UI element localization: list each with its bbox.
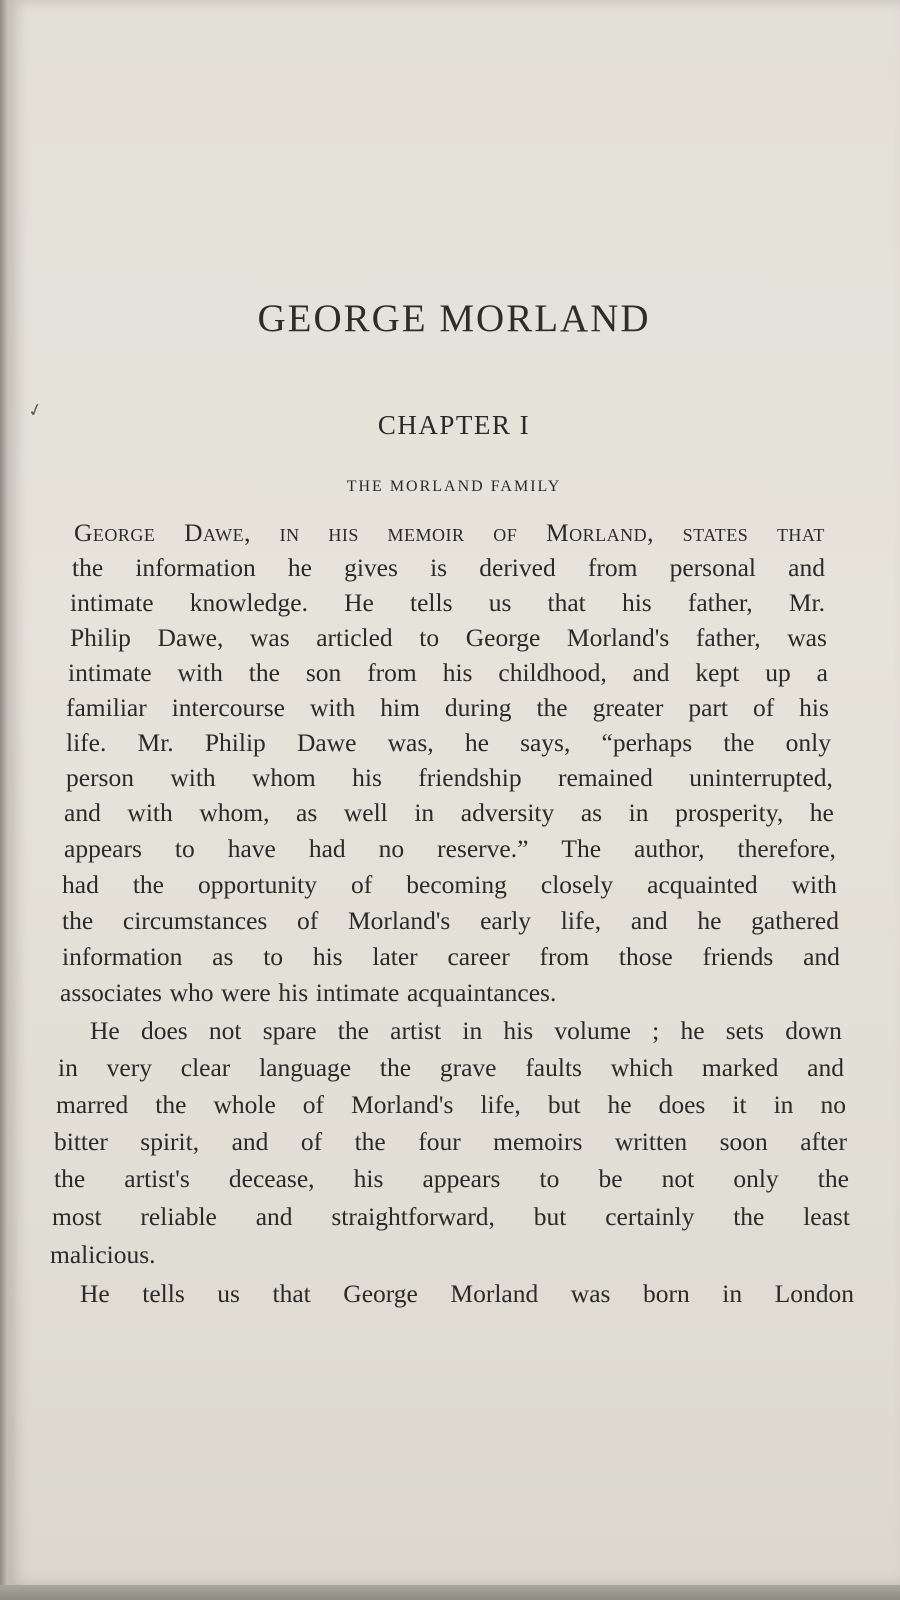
word: malicious.: [50, 1240, 156, 1269]
word: with: [170, 763, 216, 792]
word: be: [598, 1164, 623, 1193]
word: he: [287, 553, 312, 582]
word: the: [248, 658, 280, 687]
word: he: [697, 906, 722, 935]
word: four: [418, 1127, 461, 1156]
word: closely: [540, 870, 614, 899]
word: his: [352, 763, 382, 792]
text-line-10: [64, 834, 836, 864]
book-page: [8, 0, 900, 1585]
word: most: [52, 1202, 102, 1231]
text-line-11: [62, 870, 837, 900]
text-line-9: [64, 798, 834, 828]
word: Dawe,: [184, 518, 251, 547]
word: derived: [479, 553, 556, 582]
text-line-1: [74, 518, 825, 548]
word: person: [66, 763, 134, 792]
word: his: [353, 1164, 384, 1193]
word: in: [722, 1279, 743, 1308]
word: to: [174, 834, 195, 863]
word: that: [547, 588, 586, 617]
word: from: [367, 658, 417, 687]
word: those: [618, 942, 673, 971]
text-line-15: [90, 1016, 842, 1046]
word: tells: [142, 1279, 185, 1308]
word: very: [106, 1053, 152, 1082]
word: a: [816, 658, 828, 687]
text-line-18: [54, 1127, 847, 1157]
word: during: [444, 693, 512, 722]
word: reliable: [140, 1202, 217, 1231]
word: he: [680, 1016, 705, 1045]
word: intimate: [70, 588, 154, 617]
word: Morland's: [348, 906, 451, 935]
word: not: [208, 1016, 242, 1045]
page-left-shadow: [0, 0, 8, 1600]
word: that: [272, 1279, 311, 1308]
text-line-20: [52, 1202, 850, 1232]
word: clear: [180, 1053, 231, 1082]
word: and: [632, 658, 670, 687]
word: London: [774, 1279, 854, 1308]
word: his: [503, 1016, 534, 1045]
word: as: [296, 798, 318, 827]
word: in: [773, 1090, 794, 1119]
word: us: [488, 588, 512, 617]
word: gathered: [751, 906, 839, 935]
word: the: [337, 1016, 369, 1045]
word: son: [305, 658, 342, 687]
word: but: [533, 1202, 567, 1231]
word: of: [493, 518, 518, 547]
text-line-17: [56, 1090, 846, 1120]
word: of: [297, 906, 319, 935]
word: the: [54, 1164, 86, 1193]
word: career: [447, 942, 510, 971]
word: was,: [387, 728, 434, 757]
word: sets: [725, 1016, 764, 1045]
word: with: [309, 693, 356, 722]
word: life,: [560, 906, 602, 935]
word: Morland: [450, 1279, 539, 1308]
word: of: [351, 870, 373, 899]
word: soon: [719, 1127, 768, 1156]
word: is: [430, 553, 448, 582]
word: to: [419, 623, 440, 652]
word: father,: [695, 623, 761, 652]
word: later: [372, 942, 418, 971]
word: in: [414, 798, 435, 827]
word: in: [279, 518, 300, 547]
word: the: [72, 553, 104, 582]
text-line-16: [58, 1053, 844, 1083]
word: straightforward,: [331, 1202, 495, 1231]
word: appears: [64, 834, 142, 863]
word: of: [752, 693, 775, 722]
word: as: [580, 798, 603, 827]
word: up: [765, 658, 791, 687]
word: The: [561, 834, 602, 863]
word: acquaintances.: [406, 978, 557, 1007]
word: have: [227, 834, 276, 863]
word: circumstances: [122, 906, 268, 935]
word: memoir: [387, 518, 465, 547]
word: were: [221, 978, 271, 1007]
word: was: [787, 623, 827, 652]
word: in: [58, 1053, 78, 1082]
word: personal: [669, 553, 756, 582]
word: He: [90, 1016, 120, 1045]
word: the: [62, 906, 94, 935]
word: Dawe,: [157, 623, 224, 652]
text-line-21: [50, 1240, 850, 1270]
word: well: [343, 798, 388, 827]
text-line-5: [68, 658, 828, 688]
word: no: [820, 1090, 846, 1119]
word: the: [723, 728, 755, 757]
word: memoirs: [493, 1127, 583, 1156]
word: articled: [316, 623, 393, 652]
word: early: [480, 906, 532, 935]
word: and: [788, 553, 825, 582]
word: his: [621, 588, 652, 617]
word: life,: [480, 1090, 521, 1119]
chapter-number: CHAPTER I: [377, 410, 531, 440]
word: the: [536, 693, 568, 722]
word: was: [249, 623, 290, 652]
word: was: [570, 1279, 611, 1308]
text-line-22: [80, 1279, 854, 1309]
word: of: [302, 1090, 325, 1119]
word: which: [610, 1053, 674, 1082]
word: his: [442, 658, 473, 687]
word: intercourse: [171, 693, 285, 722]
word: whom,: [199, 798, 270, 827]
word: Morland's: [351, 1090, 454, 1119]
word: his: [328, 518, 359, 547]
page-bottom-edge: [0, 1585, 900, 1600]
word: George: [465, 623, 541, 652]
word: life.: [66, 728, 107, 757]
word: reserve.”: [437, 834, 529, 863]
word: after: [800, 1127, 847, 1156]
word: intimate: [315, 978, 400, 1007]
word: who: [169, 978, 214, 1007]
word: least: [803, 1202, 850, 1231]
word: marked: [701, 1053, 779, 1082]
word: artist: [390, 1016, 442, 1045]
word: he: [809, 798, 834, 827]
word: George: [343, 1279, 418, 1308]
word: appears: [422, 1164, 501, 1193]
word: to: [263, 942, 284, 971]
word: grave: [439, 1053, 497, 1082]
word: friendship: [418, 763, 522, 792]
word: him: [380, 693, 420, 722]
word: Philip: [204, 728, 266, 757]
word: ;: [652, 1016, 660, 1045]
word: gives: [344, 553, 398, 582]
word: down: [785, 1016, 842, 1045]
word: he: [464, 728, 489, 757]
text-line-4: [70, 623, 827, 653]
word: bitter: [54, 1127, 108, 1156]
word: and: [807, 1053, 844, 1082]
word: had: [308, 834, 346, 863]
word: Philip: [70, 623, 131, 652]
word: tells: [410, 588, 453, 617]
word: his: [799, 693, 829, 722]
word: artist's: [124, 1164, 190, 1193]
word: as: [212, 942, 234, 971]
word: greater: [592, 693, 664, 722]
word: had: [62, 870, 99, 899]
word: his: [312, 942, 343, 971]
word: uninterrupted,: [689, 763, 833, 792]
word: of: [300, 1127, 323, 1156]
word: in: [628, 798, 649, 827]
word: the: [379, 1053, 412, 1082]
word: written: [614, 1127, 688, 1156]
word: certainly: [605, 1202, 695, 1231]
word: associates: [60, 978, 162, 1007]
text-line-14: [60, 978, 840, 1008]
text-line-8: [66, 763, 833, 793]
word: does: [140, 1016, 188, 1045]
word: that: [776, 518, 825, 547]
word: in: [462, 1016, 483, 1045]
word: with: [127, 798, 173, 827]
word: no: [378, 834, 405, 863]
word: acquainted: [647, 870, 758, 899]
word: adversity: [460, 798, 555, 827]
word: Morland's: [566, 623, 670, 652]
word: friends: [702, 942, 774, 971]
word: born: [642, 1279, 690, 1308]
word: remained: [557, 763, 653, 792]
word: us: [217, 1279, 240, 1308]
word: George: [74, 518, 156, 547]
word: from: [587, 553, 638, 582]
word: Morland,: [545, 518, 654, 547]
word: the: [354, 1127, 386, 1156]
word: it: [732, 1090, 747, 1119]
word: whole: [213, 1090, 276, 1119]
text-line-6: [66, 693, 829, 723]
word: only: [733, 1164, 779, 1193]
word: author,: [634, 834, 705, 863]
margin-check-mark: ✓: [25, 398, 46, 422]
word: his: [278, 978, 309, 1007]
word: the: [132, 870, 164, 899]
word: and: [255, 1202, 293, 1231]
word: He: [344, 588, 374, 617]
word: intimate: [68, 658, 152, 687]
word: volume: [554, 1016, 631, 1045]
word: spare: [262, 1016, 317, 1045]
word: kept: [695, 658, 740, 687]
word: Mr.: [137, 728, 174, 757]
word: information: [135, 553, 256, 582]
word: says,: [520, 728, 571, 757]
word: Dawe: [296, 728, 357, 757]
word: the: [155, 1090, 187, 1119]
word: language: [259, 1053, 352, 1082]
word: He: [80, 1279, 110, 1308]
word: does: [658, 1090, 706, 1119]
word: part: [688, 693, 728, 722]
word: marred: [56, 1090, 129, 1119]
word: only: [785, 728, 831, 757]
word: and: [630, 906, 668, 935]
text-line-19: [54, 1164, 849, 1194]
word: faults: [525, 1053, 582, 1082]
word: opportunity: [198, 870, 318, 899]
word: decease,: [228, 1164, 315, 1193]
word: with: [177, 658, 223, 687]
word: states: [682, 518, 749, 547]
word: the: [817, 1164, 849, 1193]
word: the: [733, 1202, 765, 1231]
word: becoming: [406, 870, 507, 899]
word: with: [791, 870, 837, 899]
text-line-12: [62, 906, 839, 936]
word: not: [661, 1164, 695, 1193]
text-line-7: [66, 728, 831, 758]
word: therefore,: [737, 834, 836, 863]
book-title: GEORGE MORLAND: [257, 297, 651, 340]
word: and: [803, 942, 840, 971]
text-line-3: [70, 588, 825, 618]
chapter-title: THE MORLAND FAMILY: [346, 478, 562, 495]
word: prosperity,: [675, 798, 784, 827]
word: information: [62, 942, 183, 971]
word: he: [607, 1090, 632, 1119]
word: childhood,: [498, 658, 607, 687]
word: spirit,: [140, 1127, 200, 1156]
word: and: [64, 798, 101, 827]
word: Mr.: [788, 588, 825, 617]
word: father,: [687, 588, 753, 617]
word: knowledge.: [189, 588, 308, 617]
word: to: [539, 1164, 560, 1193]
word: “perhaps: [601, 728, 693, 757]
word: from: [539, 942, 590, 971]
word: familiar: [66, 693, 147, 722]
word: whom: [252, 763, 316, 792]
text-line-2: [72, 553, 825, 583]
word: but: [547, 1090, 581, 1119]
word: and: [231, 1127, 269, 1156]
text-line-13: [62, 942, 840, 972]
